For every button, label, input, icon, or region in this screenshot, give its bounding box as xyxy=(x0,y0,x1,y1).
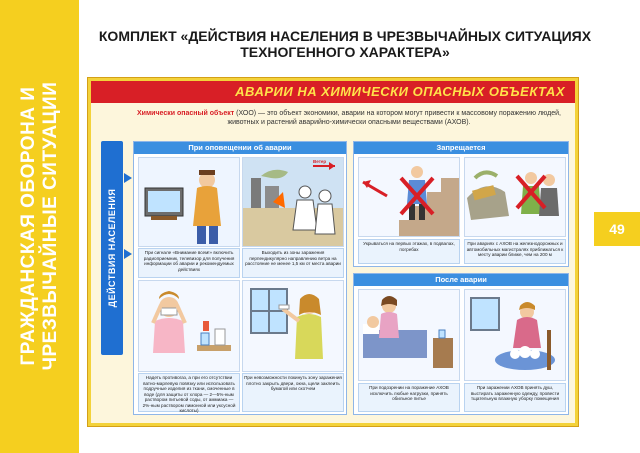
panel-forbidden xyxy=(353,141,569,267)
actions-side-label: ДЕЙСТВИЯ НАСЕЛЕНИЯ xyxy=(107,188,117,308)
scene-no-basement xyxy=(358,157,460,237)
washing-illustration xyxy=(465,290,565,380)
page-title-line-2: ТЕХНОГЕННОГО ХАРАКТЕРА» xyxy=(240,44,450,60)
page-number-tab: 49 xyxy=(594,212,640,246)
panel-alert-title: При оповещении об аварии xyxy=(134,142,346,154)
caption-gas-mask: Надеть противогаз, а при его отсутствии ватно-марлевую повязку или использовать подручные изделия из ткани, смоченные в воде (для защиты от хлора — 2—5%-ным раствором питьевой соды, от аммиака — 2%-ным раствором лимонной или уксусной кислоты) xyxy=(138,373,240,412)
scene-gas-mask xyxy=(138,280,240,372)
actions-side-bar xyxy=(101,141,123,355)
arrow-right-icon xyxy=(124,173,132,183)
person-at-tv-illustration xyxy=(139,158,239,246)
scene-rest-drink xyxy=(358,289,460,381)
wind-label: Ветер xyxy=(313,159,327,164)
sealing-window-illustration xyxy=(243,281,343,371)
caption-seal-windows: При невозможности покинуть зону заражения плотно закрыть двери, окна, щели заклеить бумагой или скотчем xyxy=(242,373,344,412)
page-title xyxy=(85,28,605,60)
panel-forbidden-title: Запрещается xyxy=(354,142,568,154)
section-title-vertical: ГРАЖДАНСКАЯ ОБОРОНА И ЧРЕЗВЫЧАЙНЫЕ СИТУАЦИИ xyxy=(18,81,61,371)
poster-body xyxy=(91,81,575,423)
caption-wash-clean: При заражении АХОВ принять душ, выстирать зараженную одежду, провести тщательную влажную уборку помещения xyxy=(464,383,566,412)
poster xyxy=(87,77,579,427)
crash-site-illustration xyxy=(465,158,565,236)
stairs-down-illustration xyxy=(359,158,459,236)
scene-seal-windows xyxy=(242,280,344,372)
mask-soaking-illustration xyxy=(139,281,239,371)
caption-no-approach: При авариях с АХОВ на железнодорожных и автомобильных магистралях приближаться к месту аварии ближе, чем на 200 м xyxy=(464,239,566,264)
poster-header-strip xyxy=(91,81,575,103)
scene-no-approach xyxy=(464,157,566,237)
arrow-right-icon xyxy=(124,249,132,259)
bed-rest-illustration xyxy=(359,290,459,380)
scene-radio-tv xyxy=(138,157,240,247)
scene-wash-clean xyxy=(464,289,566,381)
definition-term: Химически опасный объект xyxy=(137,110,235,117)
scene-evacuate-perpendicular xyxy=(242,157,344,247)
caption-evacuate: Выходить из зоны заражения перпендикулярно направлению ветра на расстояние не менее 1,5 км от места аварии xyxy=(242,248,344,278)
panel-after-title: После аварии xyxy=(354,274,568,286)
definition-paragraph xyxy=(129,109,569,127)
evacuation-illustration xyxy=(243,158,343,246)
caption-rest-drink: При подозрении на поражение АХОВ исключить любые нагрузки, принять обильное питье xyxy=(358,383,460,412)
panel-after xyxy=(353,273,569,415)
caption-no-basement: Укрываться на первых этажах, в подвалах, погребах xyxy=(358,239,460,264)
caption-radio-tv: При сигнале «Внимание всем!» включить радиоприемник, телевизор для получения информации об аварии и рекомендуемых действиях xyxy=(138,248,240,278)
poster-title: АВАРИИ НА ХИМИЧЕСКИ ОПАСНЫХ ОБЪЕКТАХ xyxy=(235,84,565,99)
page-title-line-1: КОМПЛЕКТ «ДЕЙСТВИЯ НАСЕЛЕНИЯ В ЧРЕЗВЫЧАЙНЫХ СИТУАЦИЯХ xyxy=(98,28,592,44)
panel-alert xyxy=(133,141,347,415)
definition-text: (ХОО) — это объект экономики, аварии на котором могут привести к массовому поражению людей, животных и растений аварийно-химически опасными веществами (АХОВ). xyxy=(227,110,561,126)
